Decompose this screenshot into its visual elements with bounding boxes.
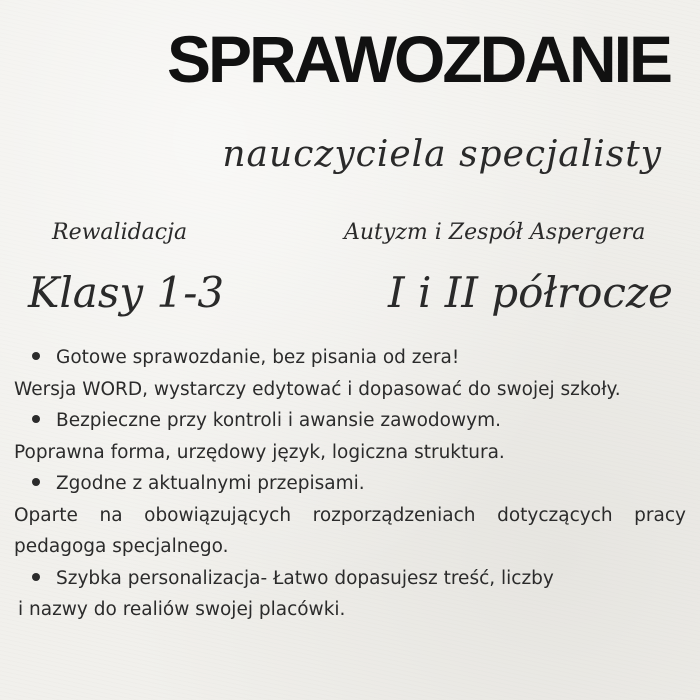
right-column-label: Autyzm i Zespół Aspergera — [344, 220, 646, 245]
bullet-dot-icon — [32, 573, 40, 581]
left-column-value: Klasy 1-3 — [28, 268, 225, 317]
description-paragraph: Wersja WORD, wystarczy edytować i dopasować do swojej szkoły. — [14, 378, 621, 400]
description-paragraph: Poprawna forma, urzędowy język, logiczna struktura. — [14, 441, 505, 463]
page-subtitle: nauczyciela specjalisty — [222, 134, 662, 175]
bullet-item — [14, 405, 686, 437]
right-column-value: I i II półrocze — [388, 268, 673, 317]
bullet-dot-icon — [32, 478, 40, 486]
bullet-dot-icon — [32, 415, 40, 423]
bullet-text: Gotowe sprawozdanie, bez pisania od zera! — [56, 347, 460, 368]
content-body — [14, 342, 686, 626]
bullet-text: Bezpieczne przy kontroli i awansie zawodowym. — [56, 410, 501, 431]
bullet-text: Zgodne z aktualnymi przepisami. — [56, 473, 365, 494]
bullet-item — [14, 563, 686, 595]
left-column-label: Rewalidacja — [52, 220, 188, 245]
bullet-item — [14, 468, 686, 500]
description-paragraph: Oparte na obowiązujących rozporządzeniach dotyczących pracy pedagoga specjalnego. — [14, 504, 686, 557]
bullet-text: Szybka personalizacja- Łatwo dopasujesz treść, liczby — [56, 567, 554, 589]
bullet-item — [14, 342, 686, 374]
description-paragraph: i nazwy do realiów swojej placówki. — [18, 599, 346, 620]
page-title: SPRAWOZDANIE — [166, 22, 670, 96]
bullet-dot-icon — [32, 352, 40, 360]
